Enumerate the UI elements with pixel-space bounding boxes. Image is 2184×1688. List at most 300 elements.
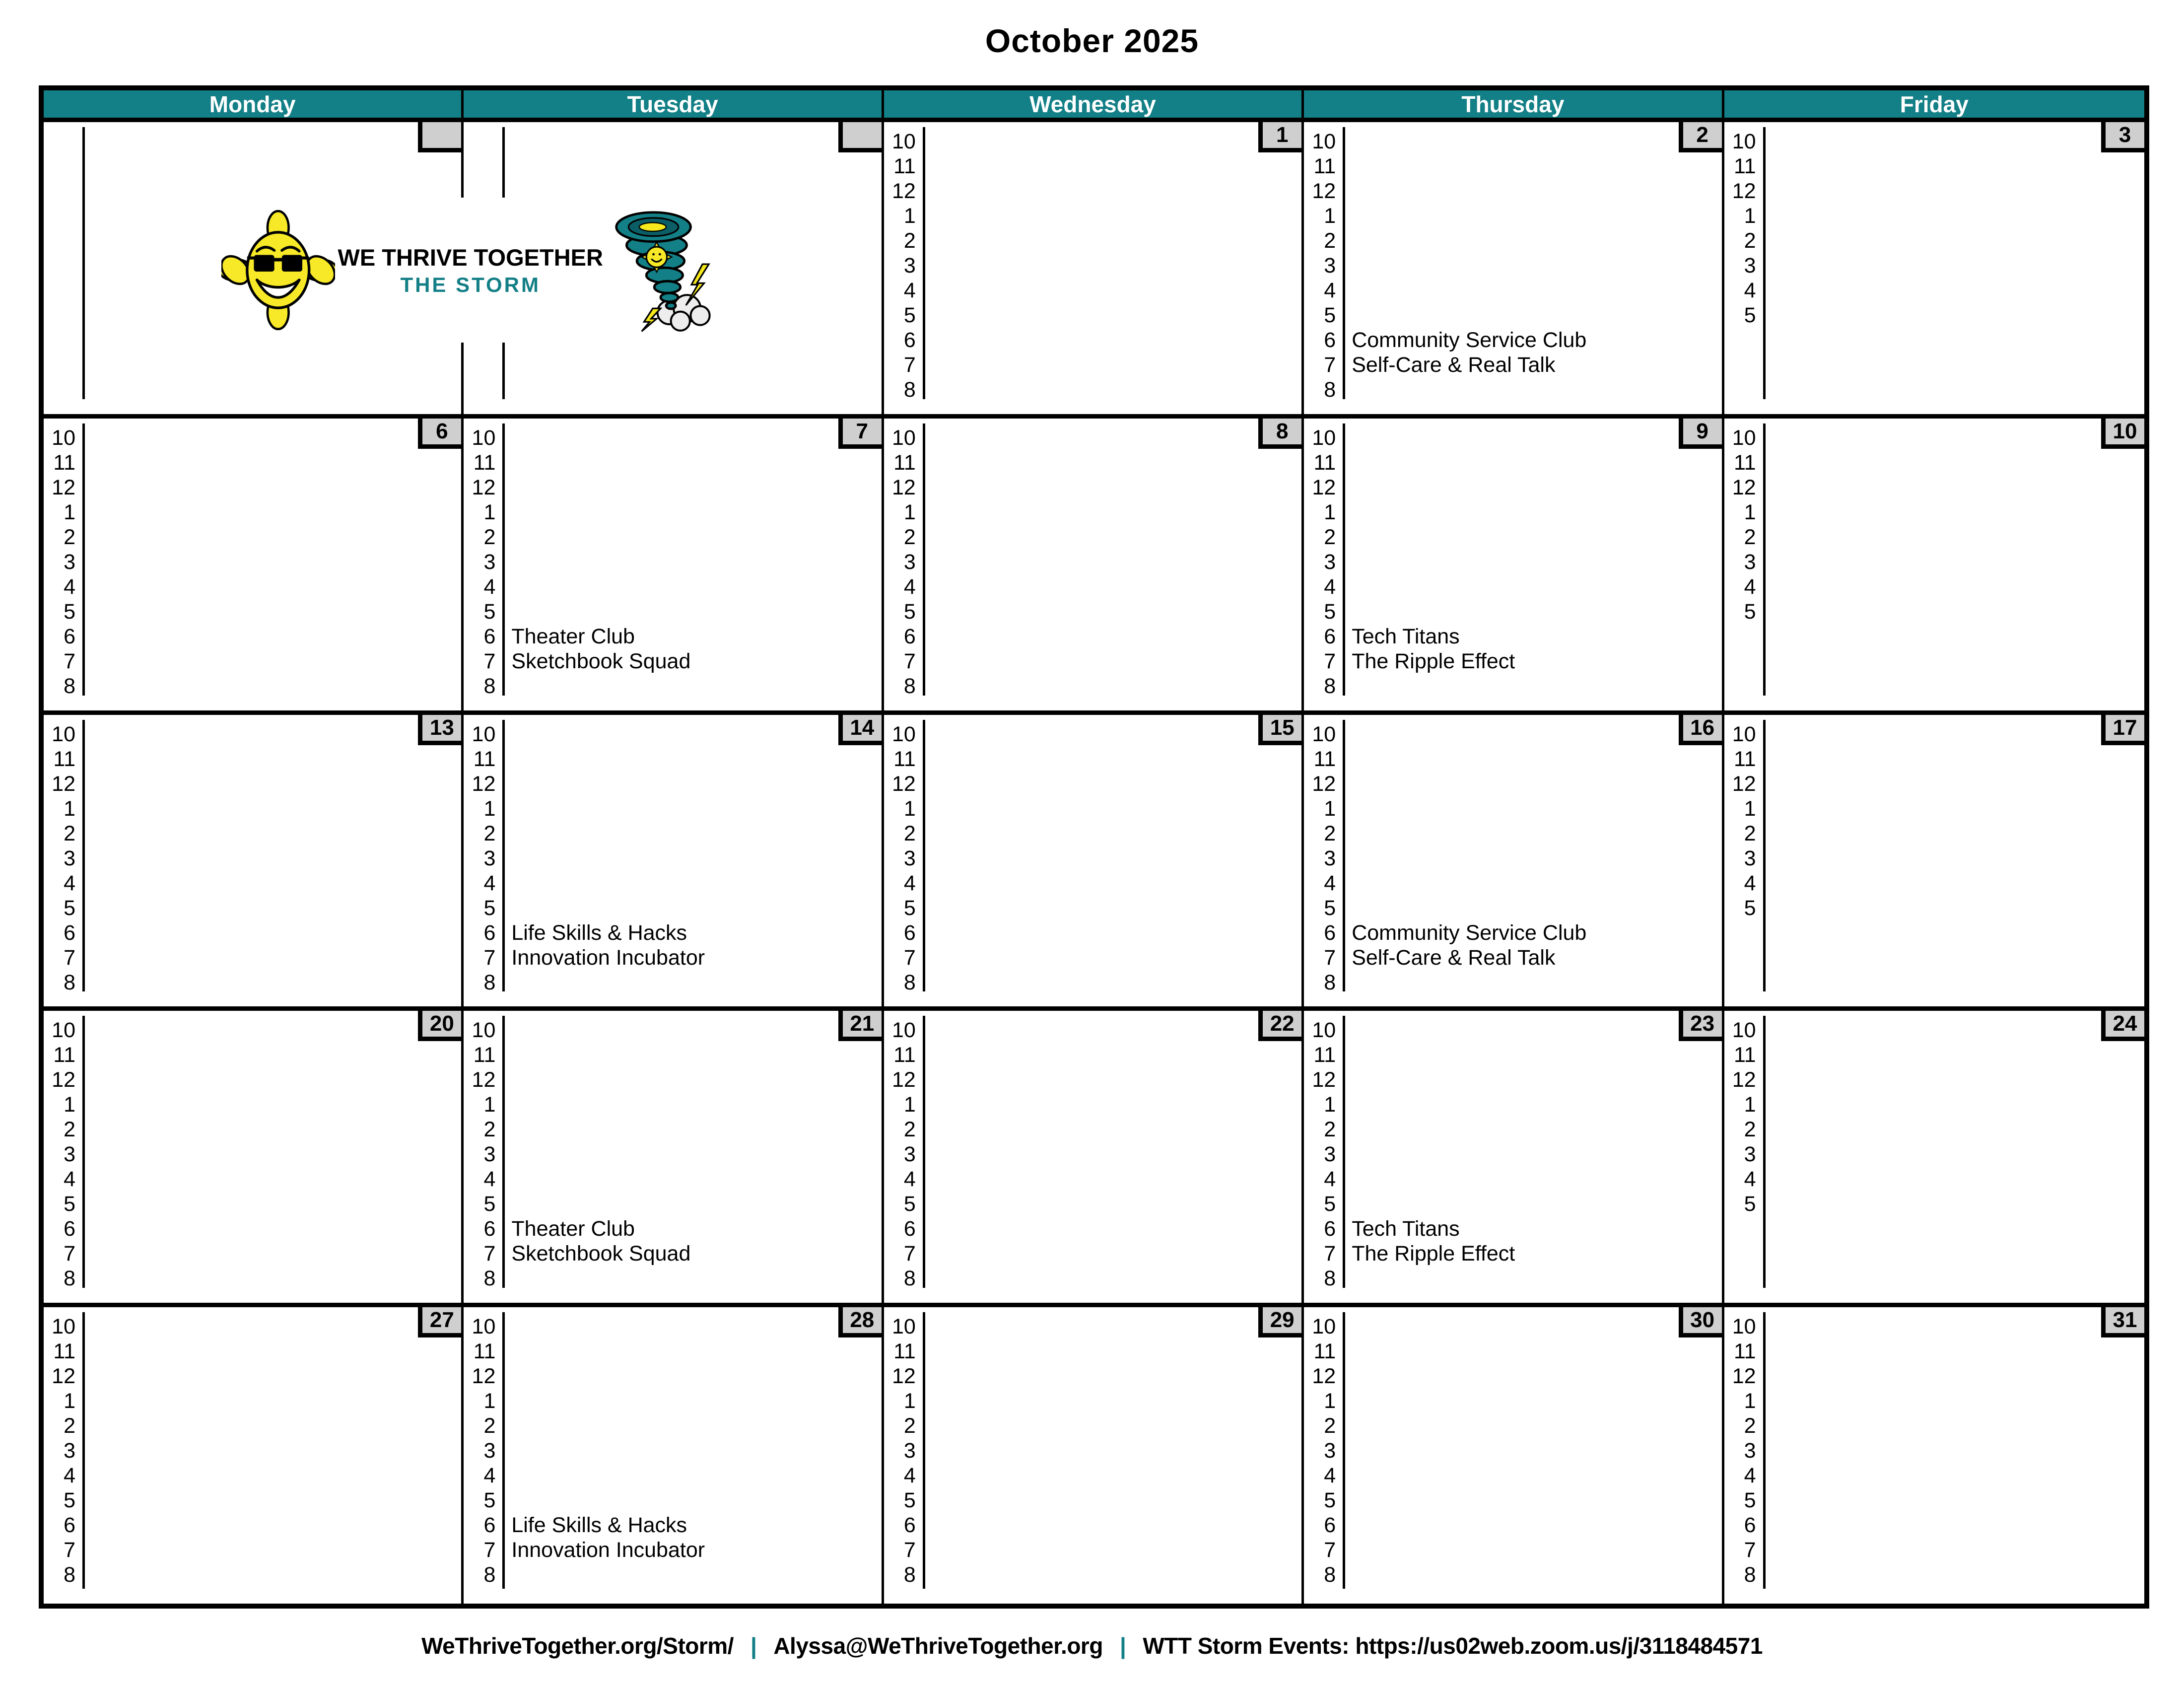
time-label: 2 <box>903 525 916 549</box>
time-label: 10 <box>1312 1315 1336 1339</box>
event-label[interactable]: Innovation Incubator <box>511 945 705 970</box>
calendar-cell-oct-13 <box>44 715 464 1011</box>
time-label: 4 <box>1744 279 1756 302</box>
time-label: 4 <box>903 574 916 599</box>
time-label: 10 <box>1732 425 1756 450</box>
time-label: 12 <box>1312 179 1336 203</box>
time-label: 8 <box>483 970 496 994</box>
time-divider <box>923 720 925 992</box>
time-label: 7 <box>1324 1242 1336 1266</box>
time-label: 5 <box>1324 599 1336 624</box>
time-label: 6 <box>1324 1513 1336 1538</box>
time-label: 10 <box>891 425 916 450</box>
time-gutter <box>1304 129 1336 402</box>
date-badge: 30 <box>1679 1307 1722 1337</box>
time-label: 7 <box>64 649 75 673</box>
time-label: 8 <box>1324 1563 1336 1587</box>
day-header-label: Wednesday <box>1029 91 1156 117</box>
time-gutter <box>884 129 916 402</box>
time-gutter <box>1304 1018 1336 1291</box>
day-header-label: Tuesday <box>627 91 718 117</box>
time-label: 1 <box>64 796 75 821</box>
time-gutter <box>1724 722 1756 920</box>
time-label: 3 <box>903 254 916 278</box>
time-label: 2 <box>64 1118 75 1142</box>
time-label: 1 <box>903 204 916 228</box>
time-label: 11 <box>893 450 916 475</box>
time-label: 3 <box>903 846 916 870</box>
time-label: 3 <box>1744 1142 1756 1167</box>
time-label: 5 <box>1324 1192 1336 1216</box>
time-label: 10 <box>472 425 496 450</box>
calendar-cell-oct-17 <box>1724 715 2144 1011</box>
time-label: 2 <box>483 821 496 845</box>
calendar-cell-oct-31 <box>1724 1307 2144 1604</box>
calendar-cell-oct-24 <box>1724 1011 2144 1307</box>
time-label: 1 <box>1324 500 1336 524</box>
time-gutter <box>464 1314 495 1587</box>
calendar-cell-oct-2 <box>1304 122 1724 419</box>
time-label: 4 <box>64 1464 75 1488</box>
time-label: 1 <box>903 796 916 821</box>
time-label: 1 <box>483 1093 496 1117</box>
time-label: 11 <box>53 1339 75 1364</box>
time-label: 3 <box>483 1439 496 1463</box>
date-badge: 24 <box>2101 1011 2144 1041</box>
time-label: 8 <box>1744 1563 1756 1587</box>
time-label: 8 <box>903 1563 916 1587</box>
time-label: 1 <box>64 500 75 524</box>
time-divider <box>1763 423 1766 696</box>
time-label: 3 <box>1744 846 1756 870</box>
email-link[interactable]: Alyssa@WeThriveTogether.org <box>773 1633 1103 1659</box>
time-label: 7 <box>483 1242 496 1266</box>
time-label: 8 <box>483 1563 496 1587</box>
time-label: 4 <box>483 871 496 895</box>
calendar-cell-oct-21 <box>464 1011 884 1307</box>
time-divider <box>1763 1312 1766 1589</box>
date-badge: 7 <box>838 419 882 449</box>
day-header-friday <box>1724 90 2144 122</box>
time-label: 1 <box>64 1389 75 1413</box>
time-label: 10 <box>52 1315 75 1339</box>
time-label: 10 <box>1732 1018 1756 1043</box>
time-label: 11 <box>1733 450 1756 475</box>
event-label[interactable]: Life Skills & Hacks <box>511 1513 687 1538</box>
time-label: 8 <box>903 1266 916 1291</box>
time-label: 5 <box>903 303 916 327</box>
time-label: 3 <box>1744 254 1756 278</box>
time-label: 12 <box>52 1364 75 1389</box>
time-label: 3 <box>903 550 916 574</box>
time-label: 1 <box>903 1093 916 1117</box>
time-divider <box>82 127 85 399</box>
time-label: 8 <box>1324 1266 1336 1291</box>
time-label: 11 <box>1313 1043 1336 1067</box>
time-label: 8 <box>903 674 916 698</box>
time-label: 2 <box>1324 229 1336 253</box>
time-label: 6 <box>483 920 496 945</box>
event-label[interactable]: Community Service Club <box>1352 920 1587 945</box>
time-label: 11 <box>1313 1339 1336 1364</box>
time-label: 5 <box>483 1488 496 1513</box>
time-label: 2 <box>483 525 496 549</box>
time-label: 7 <box>64 945 75 970</box>
lightning-bolt-icon <box>642 308 661 331</box>
time-label: 12 <box>1732 772 1756 796</box>
time-label: 2 <box>1324 525 1336 549</box>
time-label: 4 <box>1744 574 1756 599</box>
date-badge: 23 <box>1679 1011 1722 1041</box>
event-label[interactable]: Tech Titans <box>1352 1217 1460 1241</box>
time-label: 8 <box>1324 378 1336 402</box>
time-label: 8 <box>64 970 75 994</box>
time-label: 1 <box>483 500 496 524</box>
time-label: 7 <box>1744 1538 1756 1562</box>
time-label: 10 <box>891 722 916 746</box>
time-label: 5 <box>1744 599 1756 624</box>
event-label[interactable]: The Ripple Effect <box>1352 1242 1515 1266</box>
time-label: 3 <box>483 846 496 870</box>
event-label[interactable]: The Ripple Effect <box>1352 649 1515 673</box>
time-label: 11 <box>473 450 496 475</box>
time-label: 3 <box>64 846 75 870</box>
day-header-wednesday <box>884 90 1304 122</box>
time-divider <box>1763 1016 1766 1288</box>
time-label: 11 <box>473 1043 496 1067</box>
time-label: 6 <box>64 624 75 648</box>
date-badge <box>838 122 882 152</box>
time-label: 2 <box>1744 1118 1756 1142</box>
time-label: 11 <box>893 154 916 178</box>
time-label: 1 <box>1324 204 1336 228</box>
time-divider <box>1763 127 1766 399</box>
time-label: 3 <box>483 550 496 574</box>
time-label: 7 <box>1324 1538 1336 1562</box>
time-label: 2 <box>483 1414 496 1438</box>
day-header-monday <box>44 90 464 122</box>
time-label: 12 <box>1732 475 1756 499</box>
time-label: 12 <box>52 475 75 499</box>
time-label: 5 <box>64 1192 75 1216</box>
day-header-label: Friday <box>1900 91 1969 117</box>
time-label: 12 <box>891 772 916 796</box>
logo-text-block <box>338 244 603 297</box>
time-label: 5 <box>1744 896 1756 920</box>
time-label: 10 <box>52 425 75 450</box>
time-divider <box>923 127 925 399</box>
day-header-label: Thursday <box>1461 91 1565 117</box>
time-gutter <box>44 722 75 995</box>
time-label: 1 <box>64 1093 75 1117</box>
website-link[interactable]: WeThriveTogether.org/Storm/ <box>421 1633 734 1659</box>
time-label: 11 <box>53 1043 75 1067</box>
event-label[interactable]: Sketchbook Squad <box>511 649 691 673</box>
time-label: 12 <box>472 1068 496 1092</box>
event-label[interactable]: Innovation Incubator <box>511 1538 705 1562</box>
event-label[interactable]: Theater Club <box>511 1217 635 1241</box>
calendar-grid <box>39 85 2149 1609</box>
time-label: 5 <box>1744 1192 1756 1216</box>
time-label: 5 <box>1324 303 1336 327</box>
time-label: 7 <box>483 649 496 673</box>
time-label: 6 <box>903 328 916 352</box>
time-label: 11 <box>1733 1339 1756 1364</box>
date-badge: 3 <box>2101 122 2144 152</box>
time-label: 3 <box>1744 1439 1756 1463</box>
event-label[interactable]: Theater Club <box>511 624 635 648</box>
time-divider <box>82 720 85 992</box>
time-label: 6 <box>903 1217 916 1241</box>
date-badge: 6 <box>418 419 461 449</box>
calendar-cell-oct-22 <box>884 1011 1304 1307</box>
time-label: 7 <box>903 353 916 377</box>
time-divider <box>502 720 505 992</box>
footer-separator: | <box>1119 1633 1126 1659</box>
time-label: 3 <box>903 1142 916 1167</box>
time-label: 5 <box>64 599 75 624</box>
time-label: 3 <box>64 550 75 574</box>
time-label: 5 <box>903 1488 916 1513</box>
time-label: 6 <box>483 624 496 648</box>
time-label: 7 <box>1324 649 1336 673</box>
day-header-thursday <box>1304 90 1724 122</box>
time-label: 4 <box>483 1464 496 1488</box>
time-label: 4 <box>64 871 75 895</box>
time-gutter <box>1724 1018 1756 1216</box>
time-divider <box>1343 1312 1345 1589</box>
time-label: 11 <box>1733 154 1756 178</box>
calendar-cell-oct-3 <box>1724 122 2144 419</box>
time-label: 10 <box>472 1315 496 1339</box>
time-label: 4 <box>903 1167 916 1192</box>
time-label: 3 <box>1324 1142 1336 1167</box>
time-divider <box>82 423 85 696</box>
time-label: 2 <box>903 1118 916 1142</box>
time-label: 11 <box>1313 747 1336 771</box>
calendar-cell-oct-10 <box>1724 419 2144 715</box>
time-label: 5 <box>64 1488 75 1513</box>
time-label: 4 <box>64 1167 75 1192</box>
time-label: 10 <box>1732 130 1756 153</box>
time-label: 10 <box>891 130 916 153</box>
time-label: 10 <box>52 1018 75 1043</box>
time-label: 8 <box>64 1266 75 1291</box>
time-gutter <box>884 722 916 995</box>
time-label: 4 <box>64 574 75 599</box>
time-label: 1 <box>903 500 916 524</box>
time-label: 4 <box>1324 1464 1336 1488</box>
time-label: 3 <box>903 1439 916 1463</box>
time-label: 8 <box>1324 970 1336 994</box>
calendar-cell-oct-8 <box>884 419 1304 715</box>
time-label: 1 <box>1324 796 1336 821</box>
time-label: 8 <box>903 378 916 402</box>
time-label: 1 <box>1744 204 1756 228</box>
time-label: 2 <box>1744 821 1756 845</box>
time-label: 1 <box>483 1389 496 1413</box>
date-badge: 2 <box>1679 122 1722 152</box>
calendar-cell-oct-30 <box>1304 1307 1724 1604</box>
time-label: 2 <box>64 821 75 845</box>
time-label: 5 <box>1744 1488 1756 1513</box>
time-label: 10 <box>472 722 496 746</box>
time-label: 12 <box>1312 475 1336 499</box>
time-label: 6 <box>1324 328 1336 352</box>
page-title: October 2025 <box>985 22 1199 59</box>
time-gutter <box>884 425 916 699</box>
date-badge: 17 <box>2101 715 2144 745</box>
time-label: 8 <box>1324 674 1336 698</box>
time-label: 3 <box>1744 550 1756 574</box>
time-label: 1 <box>1324 1093 1336 1117</box>
time-label: 4 <box>1324 574 1336 599</box>
time-label: 10 <box>52 722 75 746</box>
time-label: 4 <box>1744 871 1756 895</box>
time-label: 6 <box>1324 624 1336 648</box>
time-label: 10 <box>472 1018 496 1043</box>
event-label[interactable]: Sketchbook Squad <box>511 1242 691 1266</box>
time-label: 4 <box>1744 1167 1756 1192</box>
time-label: 8 <box>903 970 916 994</box>
time-label: 11 <box>473 747 496 771</box>
time-gutter <box>1724 1314 1756 1587</box>
calendar-cell-oct-20 <box>44 1011 464 1307</box>
time-label: 12 <box>1312 772 1336 796</box>
time-label: 2 <box>1744 525 1756 549</box>
time-label: 2 <box>1324 1118 1336 1142</box>
date-badge: 21 <box>838 1011 882 1041</box>
time-label: 10 <box>1312 1018 1336 1043</box>
date-badge: 28 <box>838 1307 882 1337</box>
time-label: 1 <box>1744 796 1756 821</box>
time-divider <box>502 1312 505 1589</box>
time-label: 7 <box>903 649 916 673</box>
time-label: 3 <box>483 1142 496 1167</box>
time-label: 12 <box>472 1364 496 1389</box>
event-label[interactable]: Life Skills & Hacks <box>511 920 687 945</box>
time-label: 11 <box>53 747 75 771</box>
time-label: 11 <box>893 747 916 771</box>
time-label: 7 <box>483 945 496 970</box>
time-label: 2 <box>903 229 916 253</box>
time-gutter <box>44 1314 75 1587</box>
event-label[interactable]: Tech Titans <box>1352 624 1460 648</box>
time-label: 10 <box>1312 425 1336 450</box>
time-label: 7 <box>483 1538 496 1562</box>
time-label: 2 <box>903 1414 916 1438</box>
time-label: 10 <box>1312 130 1336 153</box>
event-label[interactable]: Self-Care & Real Talk <box>1352 945 1556 970</box>
time-label: 7 <box>903 945 916 970</box>
date-badge: 29 <box>1258 1307 1301 1337</box>
time-label: 11 <box>473 1339 496 1364</box>
time-divider <box>1343 720 1345 992</box>
time-label: 11 <box>53 450 75 475</box>
time-label: 6 <box>1744 1513 1756 1538</box>
time-label: 7 <box>1324 353 1336 377</box>
calendar-cell-oct-7 <box>464 419 884 715</box>
time-label: 4 <box>903 871 916 895</box>
time-divider <box>923 1016 925 1288</box>
time-label: 1 <box>1744 500 1756 524</box>
time-label: 6 <box>483 1513 496 1538</box>
time-divider <box>502 423 505 696</box>
time-label: 11 <box>1733 747 1756 771</box>
time-label: 5 <box>903 1192 916 1216</box>
event-label[interactable]: Community Service Club <box>1352 328 1587 352</box>
calendar-cell-oct-27 <box>44 1307 464 1604</box>
time-divider <box>502 1016 505 1288</box>
time-divider <box>923 423 925 696</box>
time-label: 11 <box>893 1339 916 1364</box>
time-gutter <box>464 722 495 995</box>
date-badge: 15 <box>1258 715 1301 745</box>
time-label: 6 <box>903 920 916 945</box>
time-label: 6 <box>1324 1217 1336 1241</box>
time-label: 1 <box>1744 1389 1756 1413</box>
time-label: 1 <box>1324 1389 1336 1413</box>
time-label: 3 <box>1324 254 1336 278</box>
time-label: 8 <box>64 1563 75 1587</box>
time-label: 12 <box>891 1364 916 1389</box>
footer-separator: | <box>750 1633 757 1659</box>
time-label: 4 <box>903 1464 916 1488</box>
time-label: 3 <box>1324 550 1336 574</box>
time-label: 6 <box>64 920 75 945</box>
time-label: 12 <box>52 772 75 796</box>
event-label[interactable]: Self-Care & Real Talk <box>1352 353 1556 377</box>
time-divider <box>82 1016 85 1288</box>
time-gutter <box>44 425 75 699</box>
time-label: 2 <box>483 1118 496 1142</box>
time-label: 11 <box>1313 450 1336 475</box>
calendar-cell-oct-6 <box>44 419 464 715</box>
time-label: 2 <box>1324 1414 1336 1438</box>
date-badge <box>418 122 461 152</box>
day-header-label: Monday <box>209 91 296 117</box>
time-label: 5 <box>483 1192 496 1216</box>
time-label: 6 <box>903 624 916 648</box>
time-divider <box>1763 720 1766 992</box>
time-label: 7 <box>903 1538 916 1562</box>
time-label: 2 <box>64 525 75 549</box>
time-label: 10 <box>1312 722 1336 746</box>
calendar-cell-oct-9 <box>1304 419 1724 715</box>
time-gutter <box>1304 1314 1336 1587</box>
time-label: 5 <box>903 896 916 920</box>
time-label: 4 <box>1324 871 1336 895</box>
time-gutter <box>1304 722 1336 995</box>
zoom-meeting-link[interactable]: WTT Storm Events: https://us02web.zoom.us/j/3118484571 <box>1143 1633 1763 1659</box>
time-label: 2 <box>1744 1414 1756 1438</box>
time-label: 1 <box>1744 1093 1756 1117</box>
time-label: 3 <box>1324 846 1336 870</box>
time-label: 12 <box>52 1068 75 1092</box>
time-gutter <box>464 425 495 699</box>
date-badge: 22 <box>1258 1011 1301 1041</box>
time-divider <box>923 1312 925 1589</box>
time-label: 5 <box>483 896 496 920</box>
time-label: 12 <box>1312 1068 1336 1092</box>
date-badge: 27 <box>418 1307 461 1337</box>
time-label: 10 <box>1732 722 1756 746</box>
tornado-icon <box>606 198 713 343</box>
date-badge: 16 <box>1679 715 1722 745</box>
time-label: 12 <box>1732 1364 1756 1389</box>
time-divider <box>1343 423 1345 696</box>
time-label: 4 <box>903 279 916 302</box>
